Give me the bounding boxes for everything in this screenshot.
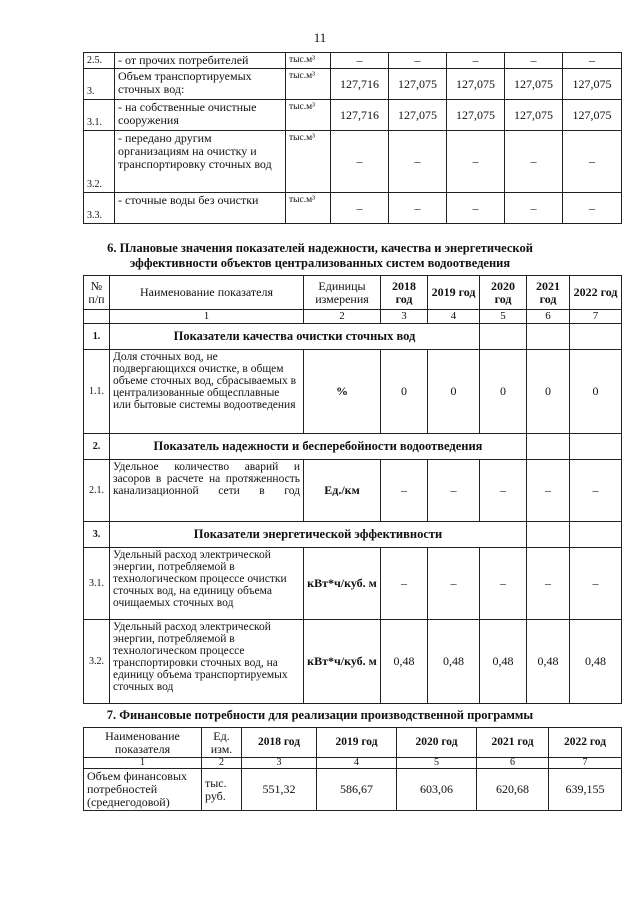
- index-cell: 6: [477, 758, 549, 769]
- section-7-heading: 7. Финансовые потребности для реализации производственной программы: [106, 708, 534, 722]
- value-cell: –: [570, 548, 622, 620]
- value-cell: –: [505, 193, 563, 224]
- row-unit: %: [304, 350, 381, 434]
- section-6-title-line1: 6. Плановые значения показателей надежности, качества и энергетической: [107, 241, 533, 255]
- index-cell: 2: [202, 758, 242, 769]
- row-name: Объем транспортируемых сточных вод:: [115, 69, 286, 100]
- value-cell: –: [389, 53, 447, 69]
- value-cell: –: [381, 460, 428, 522]
- header-year: 2020 год: [480, 276, 527, 310]
- row-unit: тыс.м³: [286, 69, 331, 100]
- row-name: - сточные воды без очистки: [115, 193, 286, 224]
- index-row: [84, 758, 622, 769]
- value-cell: 0,48: [570, 620, 622, 704]
- value-cell: –: [563, 53, 622, 69]
- value-cell: –: [447, 53, 505, 69]
- value-cell: –: [331, 193, 389, 224]
- value-cell: 0,48: [381, 620, 428, 704]
- row-name: Удельное количество аварий и засоров в расчете на протяженность канализационной сети в год: [110, 460, 304, 522]
- row-number: 3.: [84, 69, 115, 100]
- row-unit: Ед./км: [304, 460, 381, 522]
- row-name: - от прочих потребителей: [115, 53, 286, 69]
- value-cell: 127,075: [389, 69, 447, 100]
- value-cell: –: [428, 460, 480, 522]
- row-number: 3.1.: [84, 100, 115, 131]
- row-number: 3.3.: [84, 193, 115, 224]
- index-cell: 5: [480, 310, 527, 324]
- section-title: Показатель надежности и бесперебойности водоотведения: [110, 434, 527, 460]
- row-number: 2.5.: [84, 53, 115, 69]
- row-number: 3.2.: [84, 131, 115, 193]
- section-number: 1.: [84, 324, 110, 350]
- section-6-heading: [0, 241, 640, 271]
- section-row: [84, 434, 622, 460]
- index-cell: 1: [84, 758, 202, 769]
- header-year: 2020 год: [397, 728, 477, 758]
- value-cell: 127,075: [505, 100, 563, 131]
- index-cell: 5: [397, 758, 477, 769]
- section-number: 3.: [84, 522, 110, 548]
- value-cell: 620,68: [477, 769, 549, 811]
- empty-cell: [527, 522, 570, 548]
- value-cell: 0,48: [480, 620, 527, 704]
- table-header: [84, 276, 622, 310]
- index-cell: 6: [527, 310, 570, 324]
- row-number: 1.1.: [84, 350, 110, 434]
- value-cell: –: [570, 460, 622, 522]
- index-cell: 4: [317, 758, 397, 769]
- header-unit: Единицы измерения: [304, 276, 381, 310]
- value-cell: 0: [480, 350, 527, 434]
- row-unit: тыс.м³: [286, 131, 331, 193]
- value-cell: 0: [428, 350, 480, 434]
- value-cell: 127,075: [447, 69, 505, 100]
- value-cell: 0: [527, 350, 570, 434]
- empty-cell: [527, 434, 570, 460]
- section-number: 2.: [84, 434, 110, 460]
- row-name: Удельный расход электрической энергии, потребляемой в технологическом процессе очистки сточных вод, на единицу объема очищаемых сточных вод: [110, 548, 304, 620]
- table-row: [84, 193, 622, 224]
- value-cell: –: [505, 53, 563, 69]
- header-year: 2019 год: [317, 728, 397, 758]
- index-cell: 2: [304, 310, 381, 324]
- value-cell: –: [527, 548, 570, 620]
- header-year: 2022 год: [570, 276, 622, 310]
- value-cell: 551,32: [242, 769, 317, 811]
- row-unit: тыс.м³: [286, 100, 331, 131]
- table-row: [84, 100, 622, 131]
- section-6-title-line2: эффективности объектов централизованных систем водоотведения: [129, 256, 511, 270]
- value-cell: 0: [381, 350, 428, 434]
- finance-table: [83, 727, 622, 811]
- value-cell: 127,075: [447, 100, 505, 131]
- header-num: № п/п: [84, 276, 110, 310]
- section-title: Показатели качества очистки сточных вод: [110, 324, 480, 350]
- header-year: 2021 год: [527, 276, 570, 310]
- table-row: [84, 69, 622, 100]
- table-row: [84, 131, 622, 193]
- value-cell: –: [505, 131, 563, 193]
- row-unit: кВт*ч/куб. м: [304, 548, 381, 620]
- row-name: Объем финансовых потребностей (среднегодовой): [84, 769, 202, 811]
- value-cell: 127,075: [563, 69, 622, 100]
- value-cell: –: [331, 131, 389, 193]
- header-unit: Ед. изм.: [202, 728, 242, 758]
- table-header: [84, 728, 622, 758]
- row-unit: тыс.м³: [286, 193, 331, 224]
- index-row: [84, 310, 622, 324]
- table-row: [84, 460, 622, 522]
- header-year: 2021 год: [477, 728, 549, 758]
- row-unit: кВт*ч/куб. м: [304, 620, 381, 704]
- value-cell: –: [389, 131, 447, 193]
- value-cell: 127,075: [389, 100, 447, 131]
- row-name: Доля сточных вод, не подвергающихся очистке, в общем объеме сточных вод, сбрасываемых в централизованные общесплавные или бытовые системы водоотведения: [110, 350, 304, 434]
- value-cell: –: [381, 548, 428, 620]
- index-cell: 7: [549, 758, 622, 769]
- value-cell: –: [331, 53, 389, 69]
- empty-cell: [527, 324, 570, 350]
- row-unit: тыс. руб.: [202, 769, 242, 811]
- index-cell: 3: [242, 758, 317, 769]
- row-number: 3.2.: [84, 620, 110, 704]
- value-cell: 639,155: [549, 769, 622, 811]
- row-number: 2.1.: [84, 460, 110, 522]
- value-cell: –: [563, 131, 622, 193]
- value-cell: –: [428, 548, 480, 620]
- empty-cell: [570, 522, 622, 548]
- value-cell: –: [447, 131, 505, 193]
- index-cell: 3: [381, 310, 428, 324]
- volume-table: [83, 52, 622, 224]
- value-cell: 0,48: [527, 620, 570, 704]
- value-cell: 603,06: [397, 769, 477, 811]
- value-cell: –: [447, 193, 505, 224]
- index-cell: 4: [428, 310, 480, 324]
- page-number: 11: [313, 30, 327, 45]
- value-cell: 127,716: [331, 100, 389, 131]
- empty-cell: [570, 434, 622, 460]
- section-row: [84, 522, 622, 548]
- header-year: 2019 год: [428, 276, 480, 310]
- section-title: Показатели энергетической эффективности: [110, 522, 527, 548]
- table-row: [84, 350, 622, 434]
- header-year: 2018 год: [381, 276, 428, 310]
- indicators-table: [83, 275, 622, 704]
- row-name: - передано другим организациям на очистку и транспортировку сточных вод: [115, 131, 286, 193]
- table-row: [84, 548, 622, 620]
- value-cell: 0,48: [428, 620, 480, 704]
- value-cell: –: [480, 460, 527, 522]
- header-name: Наименование показателя: [110, 276, 304, 310]
- value-cell: –: [389, 193, 447, 224]
- value-cell: –: [527, 460, 570, 522]
- row-name: Удельный расход электрической энергии, потребляемой в технологическом процессе транспортировки сточных вод, на единицу объема транспортируемых сточных вод: [110, 620, 304, 704]
- value-cell: 127,075: [563, 100, 622, 131]
- index-cell: [84, 310, 110, 324]
- row-name: - на собственные очистные сооружения: [115, 100, 286, 131]
- value-cell: 127,075: [505, 69, 563, 100]
- section-row: [84, 324, 622, 350]
- header-year: 2022 год: [549, 728, 622, 758]
- empty-cell: [480, 324, 527, 350]
- table-row: [84, 769, 622, 811]
- value-cell: 586,67: [317, 769, 397, 811]
- value-cell: –: [563, 193, 622, 224]
- header-year: 2018 год: [242, 728, 317, 758]
- table-row: [84, 53, 622, 69]
- index-cell: 7: [570, 310, 622, 324]
- index-cell: 1: [110, 310, 304, 324]
- row-unit: тыс.м³: [286, 53, 331, 69]
- row-number: 3.1.: [84, 548, 110, 620]
- header-name: Наименование показателя: [84, 728, 202, 758]
- table-row: [84, 620, 622, 704]
- empty-cell: [570, 324, 622, 350]
- value-cell: 0: [570, 350, 622, 434]
- value-cell: –: [480, 548, 527, 620]
- value-cell: 127,716: [331, 69, 389, 100]
